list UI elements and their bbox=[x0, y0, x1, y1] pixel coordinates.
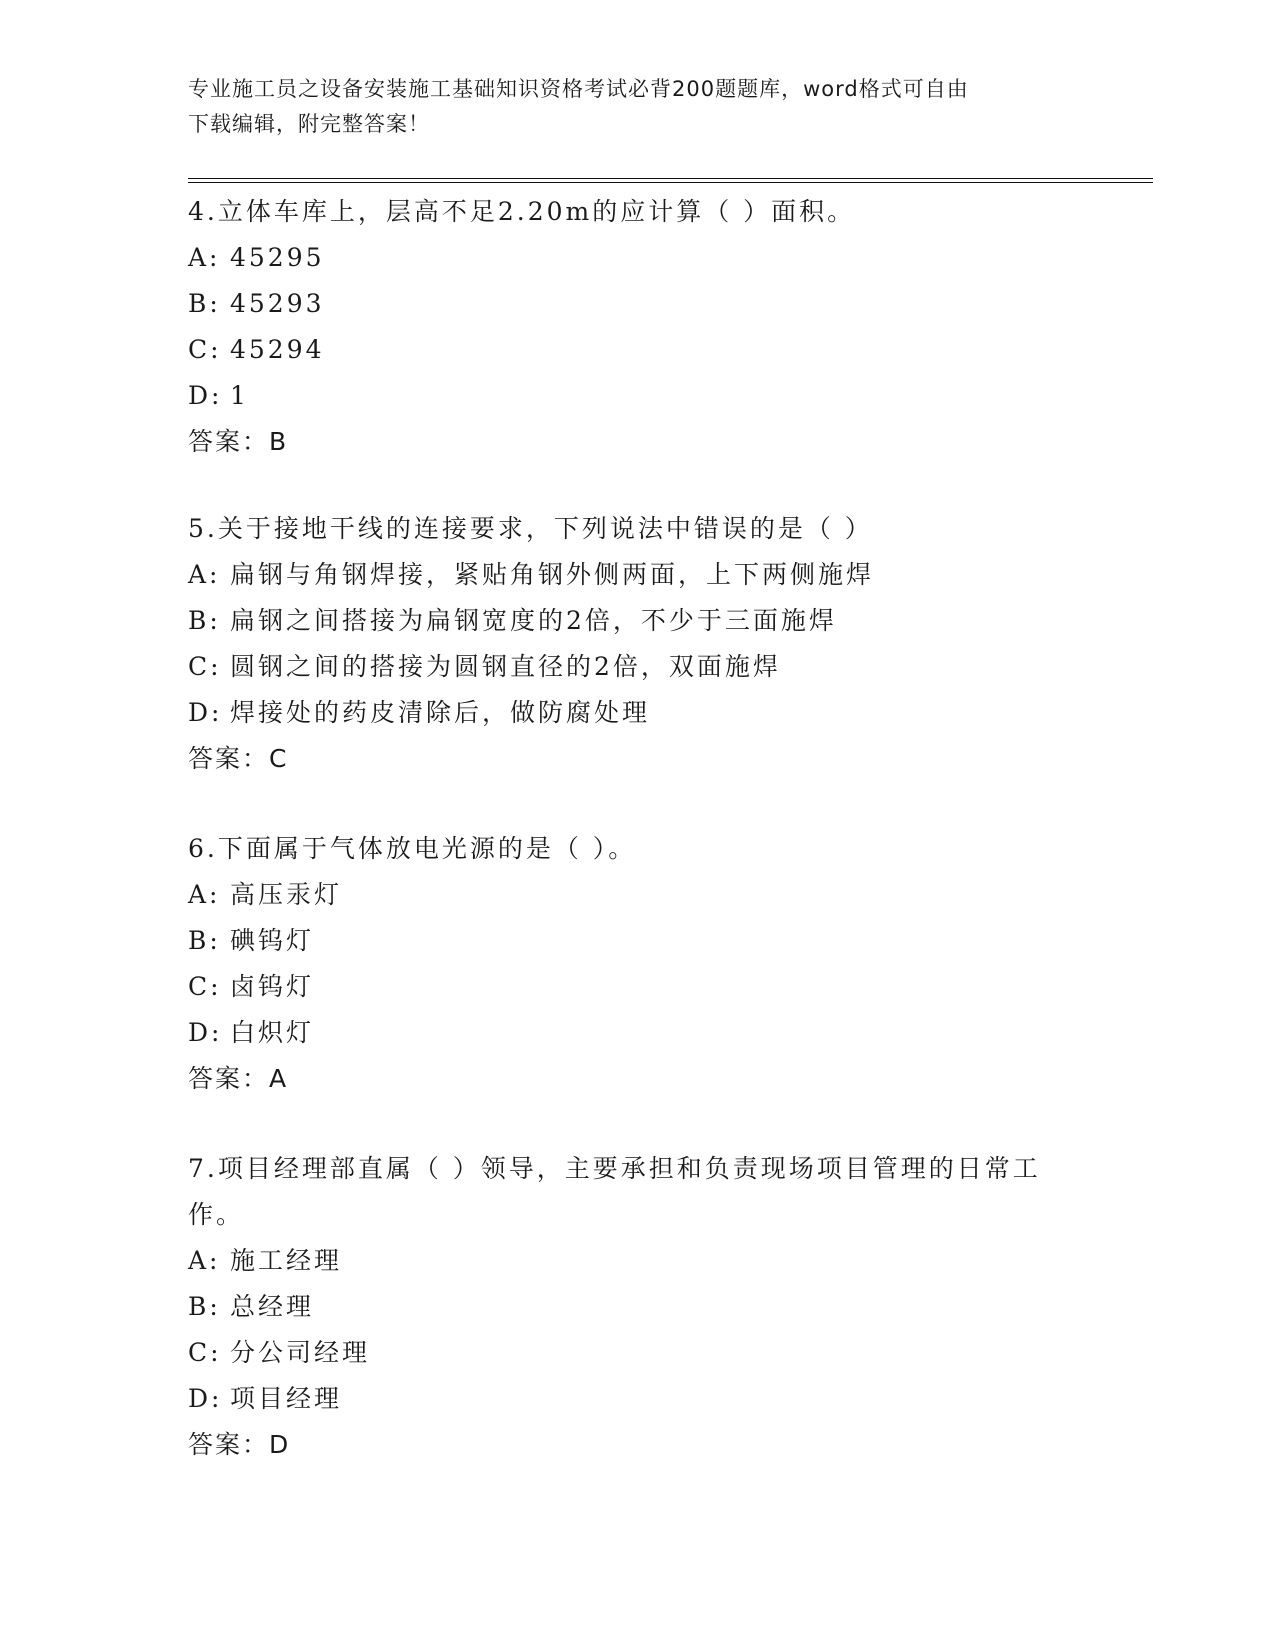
option-a bbox=[188, 1238, 1088, 1284]
option-b bbox=[188, 598, 1088, 644]
option-label: C: bbox=[188, 652, 222, 681]
option-text: 总经理 bbox=[230, 1292, 315, 1321]
option-c bbox=[188, 1330, 1088, 1376]
option-label: A: bbox=[188, 880, 221, 909]
option-label: B: bbox=[188, 606, 221, 635]
option-label: D: bbox=[188, 1384, 223, 1413]
question-5 bbox=[188, 506, 1088, 782]
option-text: 45293 bbox=[230, 289, 325, 318]
answer: 答案：C bbox=[188, 744, 289, 773]
option-label: D: bbox=[188, 698, 223, 727]
option-text: 白炽灯 bbox=[230, 1018, 315, 1047]
option-label: D: bbox=[188, 381, 223, 410]
header-line-1: 专业施工员之设备安装施工基础知识资格考试必背200题题库，word格式可自由 bbox=[188, 77, 969, 101]
header-divider-top bbox=[188, 178, 1153, 179]
option-text: 1 bbox=[230, 381, 249, 410]
answer: 答案：A bbox=[188, 1064, 289, 1093]
header-divider-bottom bbox=[188, 182, 1153, 183]
option-a bbox=[188, 552, 1088, 598]
question-4 bbox=[188, 189, 1088, 465]
option-d bbox=[188, 1010, 1088, 1056]
option-text: 焊接处的药皮清除后，做防腐处理 bbox=[230, 698, 651, 727]
option-text: 圆钢之间的搭接为圆钢直径的2倍，双面施焊 bbox=[230, 652, 781, 681]
answer: 答案：B bbox=[188, 427, 289, 456]
option-label: B: bbox=[188, 1292, 221, 1321]
option-text: 施工经理 bbox=[230, 1246, 343, 1275]
option-label: C: bbox=[188, 1338, 222, 1367]
option-label: A: bbox=[188, 1246, 221, 1275]
answer: 答案：D bbox=[188, 1430, 291, 1459]
option-text: 碘钨灯 bbox=[230, 926, 315, 955]
option-b bbox=[188, 918, 1088, 964]
question-7 bbox=[188, 1146, 1088, 1468]
option-d bbox=[188, 373, 1088, 419]
option-c bbox=[188, 964, 1088, 1010]
option-b bbox=[188, 1284, 1088, 1330]
question-6 bbox=[188, 826, 1088, 1102]
option-c bbox=[188, 327, 1088, 373]
option-label: C: bbox=[188, 335, 222, 364]
option-label: A: bbox=[188, 560, 221, 589]
document-header bbox=[188, 72, 1068, 142]
option-label: A: bbox=[188, 243, 221, 272]
question-stem: 4.立体车库上，层高不足2.20m的应计算（ ）面积。 bbox=[188, 197, 856, 226]
question-stem: 6.下面属于气体放电光源的是（ ）。 bbox=[188, 834, 637, 863]
option-text: 扁钢之间搭接为扁钢宽度的2倍，不少于三面施焊 bbox=[230, 606, 837, 635]
option-d bbox=[188, 1376, 1088, 1422]
option-a bbox=[188, 872, 1088, 918]
option-label: C: bbox=[188, 972, 222, 1001]
question-stem: 5.关于接地干线的连接要求，下列说法中错误的是（ ） bbox=[188, 514, 873, 543]
option-text: 扁钢与角钢焊接，紧贴角钢外侧两面，上下两侧施焊 bbox=[230, 560, 875, 589]
option-d bbox=[188, 690, 1088, 736]
option-label: B: bbox=[188, 289, 221, 318]
option-text: 45295 bbox=[230, 243, 325, 272]
header-line-2: 下载编辑，附完整答案！ bbox=[188, 112, 430, 136]
question-stem: 7.项目经理部直属（ ）领导，主要承担和负责现场项目管理的日常工作。 bbox=[188, 1154, 1041, 1229]
option-c bbox=[188, 644, 1088, 690]
option-b bbox=[188, 281, 1088, 327]
option-text: 卤钨灯 bbox=[230, 972, 315, 1001]
option-text: 高压汞灯 bbox=[230, 880, 343, 909]
option-text: 45294 bbox=[230, 335, 325, 364]
option-label: B: bbox=[188, 926, 221, 955]
option-text: 项目经理 bbox=[230, 1384, 343, 1413]
option-a bbox=[188, 235, 1088, 281]
option-label: D: bbox=[188, 1018, 223, 1047]
option-text: 分公司经理 bbox=[230, 1338, 371, 1367]
